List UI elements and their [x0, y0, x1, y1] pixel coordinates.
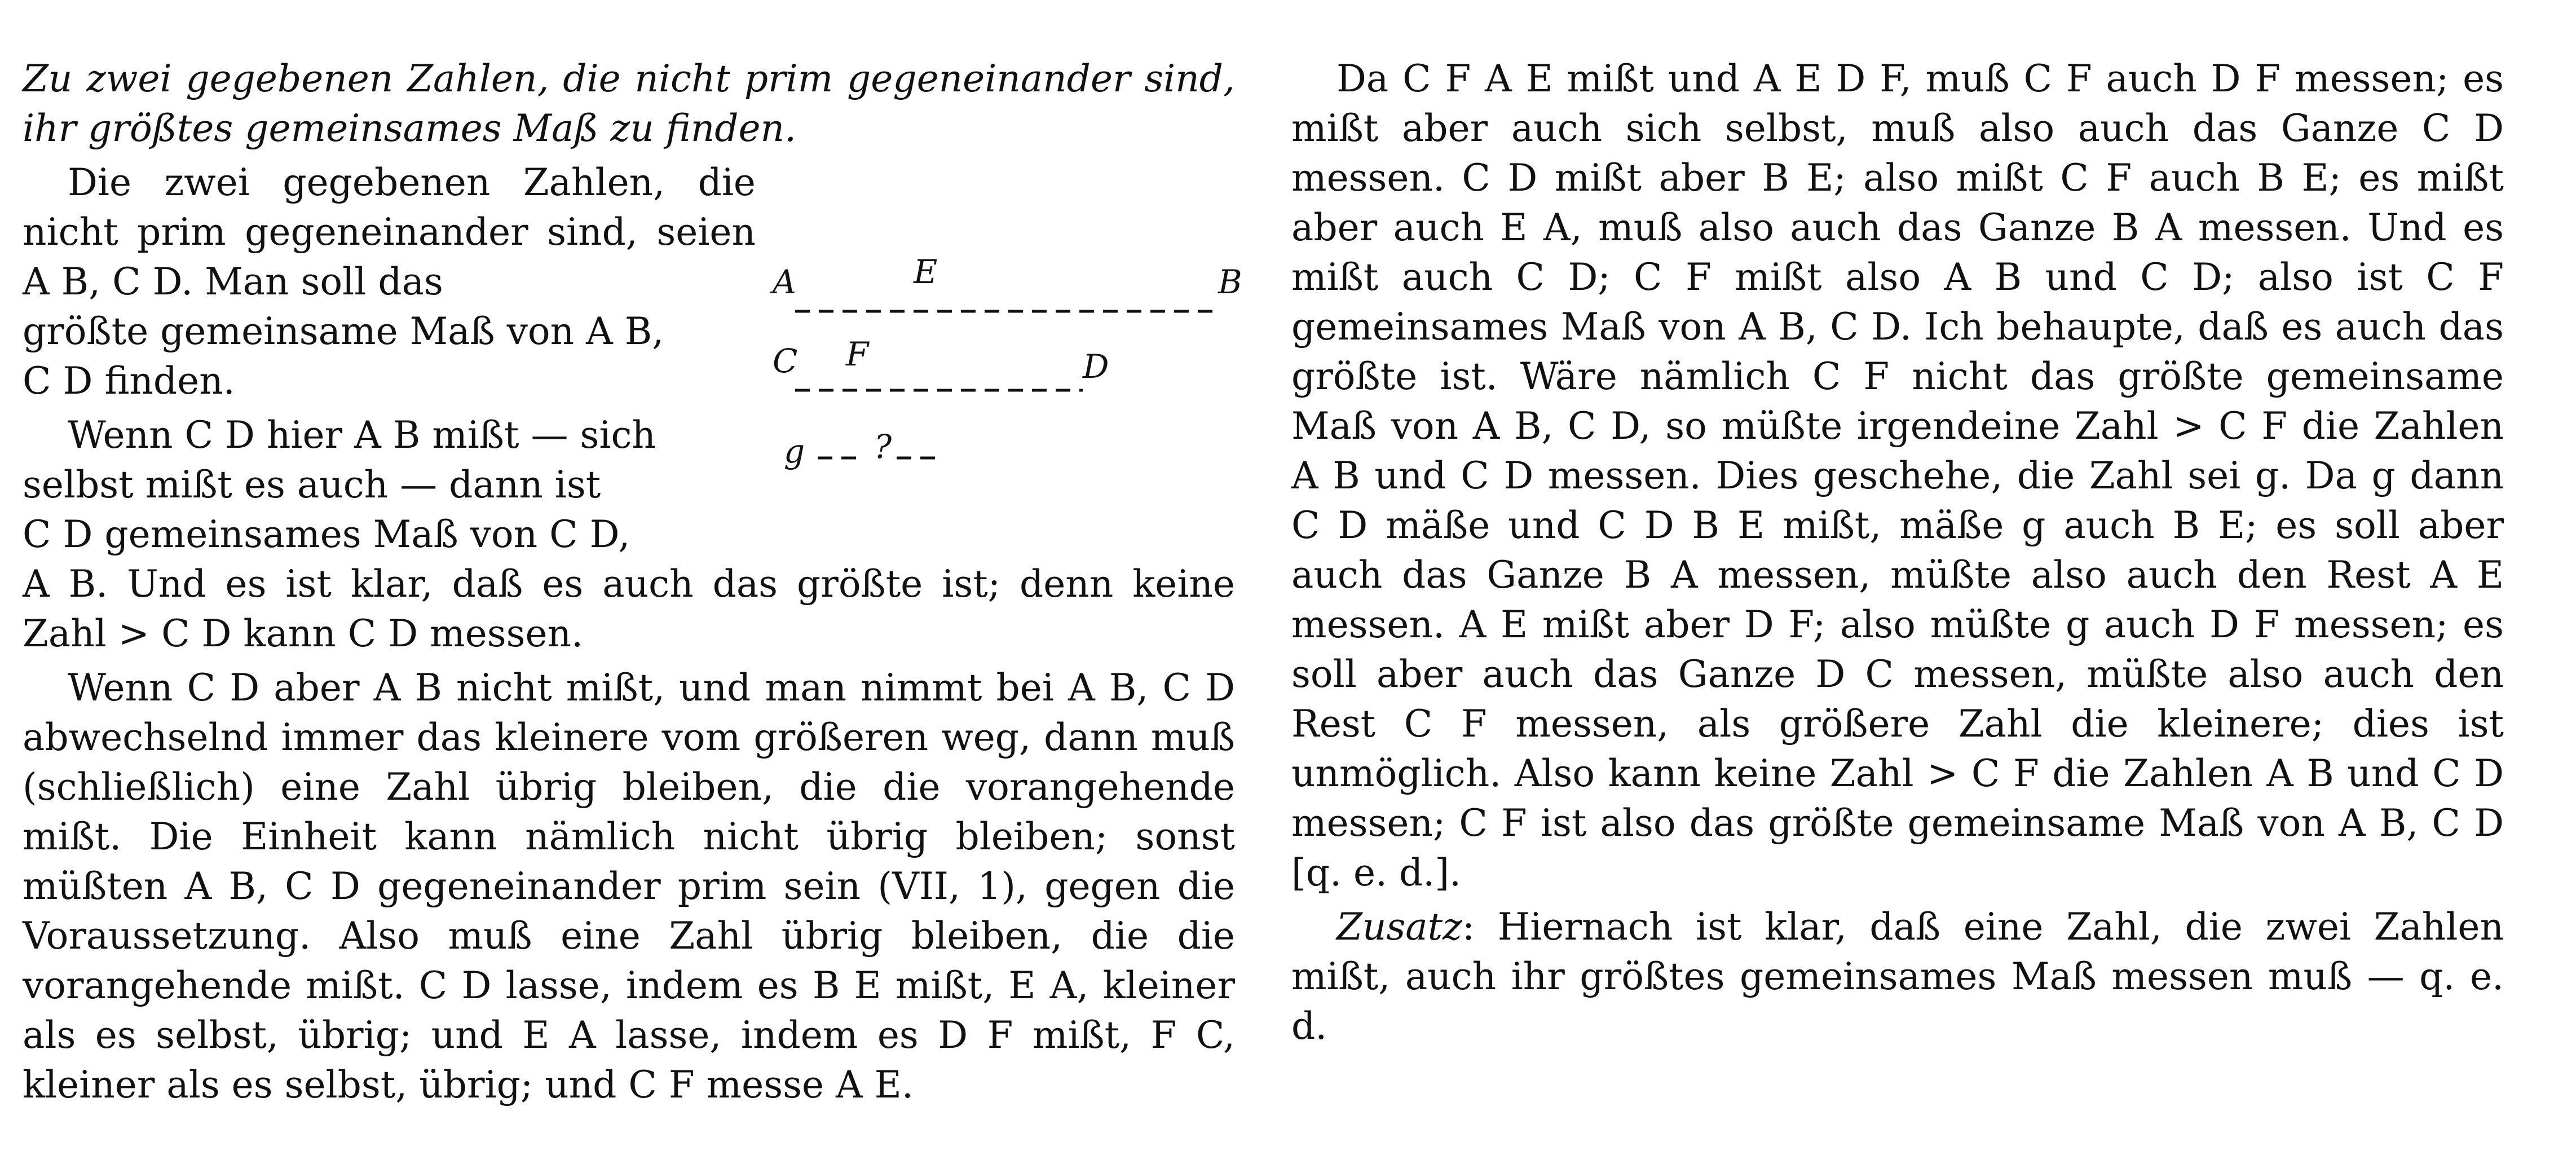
- zusatz-paragraph: [1291, 902, 2504, 1051]
- proposition-heading: Zu zwei gegebenen Zahlen, die nicht prim gegeneinander sind, ihr größtes gemeinsames Maß zu finden.: [23, 57, 1235, 150]
- paragraph-2-d: A B. Und es ist klar, daß es auch das größte ist; denn keine Zahl > C D kann C D messen.: [23, 562, 1235, 655]
- label-a: A: [773, 263, 796, 301]
- paragraph-3: Wenn C D aber A B nicht mißt, und man nimmt bei A B, C D abwechselnd immer das kleinere vom größeren weg, dann muß (schließlich) eine Zahl übrig bleiben, die die vorangehende mißt. Die Einheit kann nämlich nicht übrig bleiben; sonst müßten A B, C D gegeneinander prim sein (VII, 1), gegen die Voraussetzung. Also muß eine Zahl übrig bleiben, die die vorangehende mißt. C D lasse, indem es B E mißt, E A, kleiner als es selbst, übrig; und E A lasse, indem es D F mißt, F C, kleiner als es selbst, übrig; und C F messe A E.: [23, 666, 1235, 1106]
- label-d: D: [1083, 347, 1109, 386]
- paragraph-1-c: C D finden.: [23, 359, 235, 403]
- label-question: ?: [874, 427, 892, 466]
- text-beside-figure: [23, 158, 756, 307]
- label-c: C: [773, 342, 798, 380]
- right-paragraph-1: Da C F A E mißt und A E D F, muß C F auch D F messen; es mißt aber auch sich selbst, muß also auch das Ganze C D messen. C D mißt aber B E; also mißt C F auch B E; es mißt aber auch E A, muß also auch das Ganze B A messen. Und es mißt auch C D; C F mißt also A B und C D; also ist C F gemeinsames Maß von A B, C D. Ich behaupte, daß es auch das größte ist. Wäre nämlich C F nicht das größte gemeinsame Maß von A B, C D, so müßte irgendeine Zahl > C F die Zahlen A B und C D messen. Dies geschehe, die Zahl sei g. Da g dann C D mäße und C D B E mißt, mäße g auch B E; es soll aber auch das Ganze B A messen, müßte also auch den Rest A E messen. A E mißt aber D F; also müßte g auch D F messen; es soll aber auch das Ganze D C messen, müßte also auch den Rest C F messen, als größere Zahl die kleinere; dies ist unmöglich. Also kann keine Zahl > C F die Zahlen A B und C D messen; C F ist also das größte gemeinsame Maß von A B, C D [q. e. d.].: [1291, 57, 2504, 894]
- label-b: B: [1218, 263, 1242, 301]
- label-g: g: [784, 432, 805, 470]
- line-segment-figure: [767, 248, 1252, 496]
- label-e: E: [914, 253, 938, 291]
- paragraph-2-b: selbst mißt es auch — dann ist: [23, 463, 601, 506]
- label-f: F: [846, 335, 869, 373]
- paragraph-1-a: Die zwei gegebenen Zahlen, die nicht prim gegeneinander sind, seien A B, C D. Man soll das: [23, 161, 756, 303]
- left-column: [23, 54, 1235, 1114]
- paragraph-1-b: größte gemeinsame Maß von A B,: [23, 310, 664, 353]
- figure-svg: [767, 248, 1252, 496]
- paragraph-2-a: Wenn C D hier A B mißt — sich: [68, 413, 656, 457]
- zusatz-text: : Hiernach ist klar, daß eine Zahl, die zwei Zahlen mißt, auch ihr größtes gemeinsames Maß messen muß — q. e. d.: [1291, 905, 2504, 1048]
- paragraph-2-c: C D gemeinsames Maß von C D,: [23, 513, 630, 556]
- right-column: [1291, 54, 2504, 1056]
- zusatz-label: Zusatz: [1336, 905, 1462, 949]
